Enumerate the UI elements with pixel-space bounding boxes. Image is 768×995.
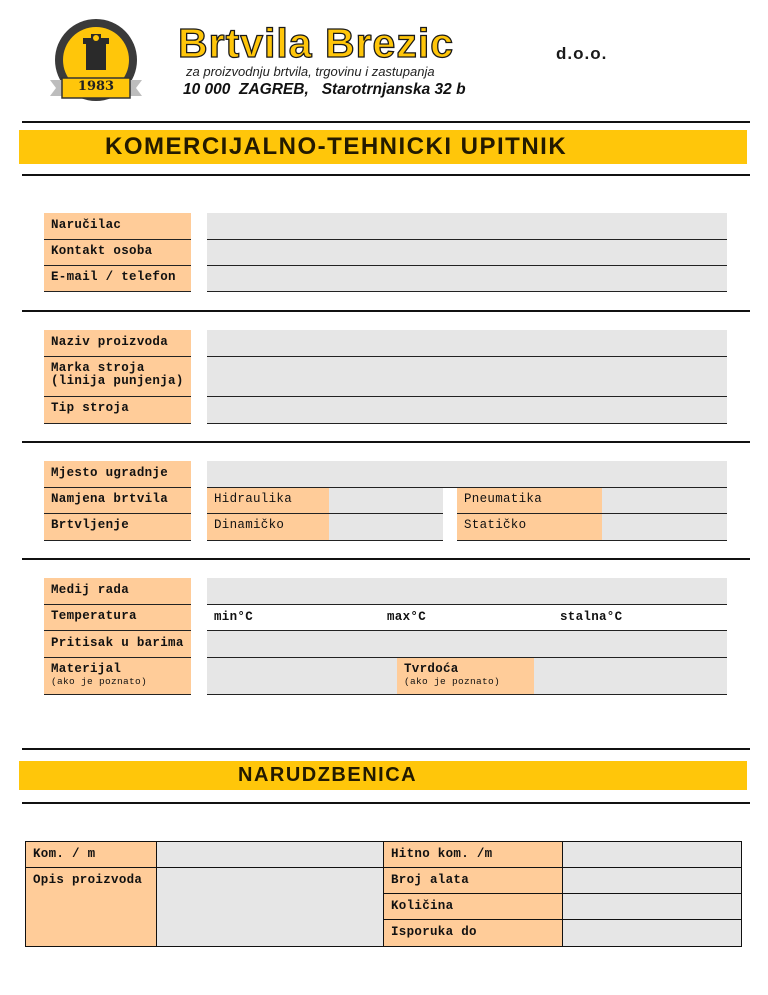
divider	[22, 802, 750, 804]
hitno-field[interactable]	[563, 842, 741, 868]
label-email-text: E-mail / telefon	[51, 270, 176, 284]
dinamicko-field[interactable]	[329, 514, 443, 541]
divider	[22, 121, 750, 123]
label-naziv-text: Naziv proizvoda	[51, 335, 169, 349]
pritisak-field[interactable]	[207, 631, 727, 658]
label-kontakt-text: Kontakt osoba	[51, 244, 153, 258]
label-medij-text: Medij rada	[51, 583, 130, 597]
logo-year: 1983	[77, 79, 115, 94]
option-pneumatika[interactable]	[457, 488, 602, 514]
option-staticko[interactable]	[457, 514, 602, 541]
label-kom-text: Kom. / m	[33, 847, 96, 861]
company-tagline: za proizvodnju brtvila, trgovinu i zastupanja	[186, 64, 435, 79]
divider	[22, 748, 750, 750]
temp-min-field[interactable]: min°C	[214, 610, 254, 624]
divider	[22, 174, 750, 176]
label-broj-alata-text: Broj alata	[391, 873, 470, 887]
kontakt-field[interactable]	[207, 240, 727, 266]
staticko-field[interactable]	[602, 514, 727, 541]
label-tvrdoca	[397, 658, 534, 695]
label-tvrdoca-text: Tvrdoća	[404, 662, 459, 676]
label-marka	[44, 357, 191, 397]
form-title: KOMERCIJALNO-TEHNICKI UPITNIK	[105, 133, 568, 160]
materijal-field[interactable]	[207, 658, 397, 695]
label-kolicina	[384, 894, 563, 920]
label-isporuka	[384, 920, 563, 946]
label-brtvljenje	[44, 514, 191, 541]
narucilac-field[interactable]	[207, 213, 727, 240]
mjesto-field[interactable]	[207, 461, 727, 488]
label-kolicina-text: Količina	[391, 899, 454, 913]
label-email	[44, 266, 191, 292]
tip-field[interactable]	[207, 397, 727, 424]
label-narucilac-text: Naručilac	[51, 218, 122, 232]
company-suffix: d.o.o.	[556, 44, 608, 63]
medij-field[interactable]	[207, 578, 727, 605]
temp-max-field[interactable]: max°C	[387, 610, 427, 624]
order-title: NARUDZBENICA	[238, 764, 418, 786]
label-materijal-text: Materijal	[51, 662, 122, 676]
option-pneumatika-text: Pneumatika	[464, 492, 543, 506]
label-pritisak-text: Pritisak u barima	[51, 636, 184, 650]
option-hidraulika-text: Hidraulika	[214, 492, 293, 506]
label-opis-text: Opis proizvoda	[33, 873, 143, 887]
broj-alata-field[interactable]	[563, 868, 741, 894]
email-field[interactable]	[207, 266, 727, 292]
label-kontakt	[44, 240, 191, 266]
company-name: Brtvila Brezic	[178, 20, 455, 66]
label-namjena	[44, 488, 191, 514]
order-band	[19, 761, 747, 790]
hidraulika-field[interactable]	[329, 488, 443, 514]
divider	[22, 310, 750, 312]
label-brtvljenje-text: Brtvljenje	[51, 518, 130, 532]
pneumatika-field[interactable]	[602, 488, 727, 514]
label-hitno	[384, 842, 563, 868]
label-opis	[26, 868, 157, 946]
label-namjena-text: Namjena brtvila	[51, 492, 169, 506]
tvrdoca-field[interactable]	[534, 658, 727, 695]
temperatura-row	[207, 605, 727, 631]
label-temperatura	[44, 605, 191, 631]
label-mjesto	[44, 461, 191, 488]
label-tip-text: Tip stroja	[51, 401, 130, 415]
kom-field[interactable]	[157, 842, 384, 868]
label-isporuka-text: Isporuka do	[391, 925, 477, 939]
label-temperatura-text: Temperatura	[51, 609, 137, 623]
label-narucilac	[44, 213, 191, 240]
label-marka-text: Marka stroja	[51, 361, 145, 375]
temp-stalna-field[interactable]: stalna°C	[560, 610, 623, 624]
company-address: 10 000 ZAGREB, Starotrnjanska 32 b	[183, 81, 466, 98]
option-dinamicko[interactable]	[207, 514, 329, 541]
label-naziv	[44, 330, 191, 357]
label-pritisak	[44, 631, 191, 658]
label-hitno-text: Hitno kom. /m	[391, 847, 493, 861]
label-tip	[44, 397, 191, 424]
label-broj-alata	[384, 868, 563, 894]
label-tvrdoca-sub: (ako je poznato)	[404, 676, 501, 687]
option-dinamicko-text: Dinamičko	[214, 518, 285, 532]
label-materijal	[44, 658, 191, 695]
title-band	[19, 130, 747, 164]
divider	[22, 441, 750, 443]
naziv-field[interactable]	[207, 330, 727, 357]
label-medij	[44, 578, 191, 605]
label-kom	[26, 842, 157, 868]
label-mjesto-text: Mjesto ugradnje	[51, 466, 169, 480]
company-logo	[48, 18, 144, 104]
isporuka-field[interactable]	[563, 920, 741, 946]
divider	[22, 558, 750, 560]
opis-field[interactable]	[157, 868, 384, 946]
label-marka-sub: (linija punjenja)	[51, 374, 184, 388]
label-materijal-sub: (ako je poznato)	[51, 676, 148, 687]
option-staticko-text: Statičko	[464, 518, 527, 532]
kolicina-field[interactable]	[563, 894, 741, 920]
marka-field[interactable]	[207, 357, 727, 397]
option-hidraulika[interactable]	[207, 488, 329, 514]
